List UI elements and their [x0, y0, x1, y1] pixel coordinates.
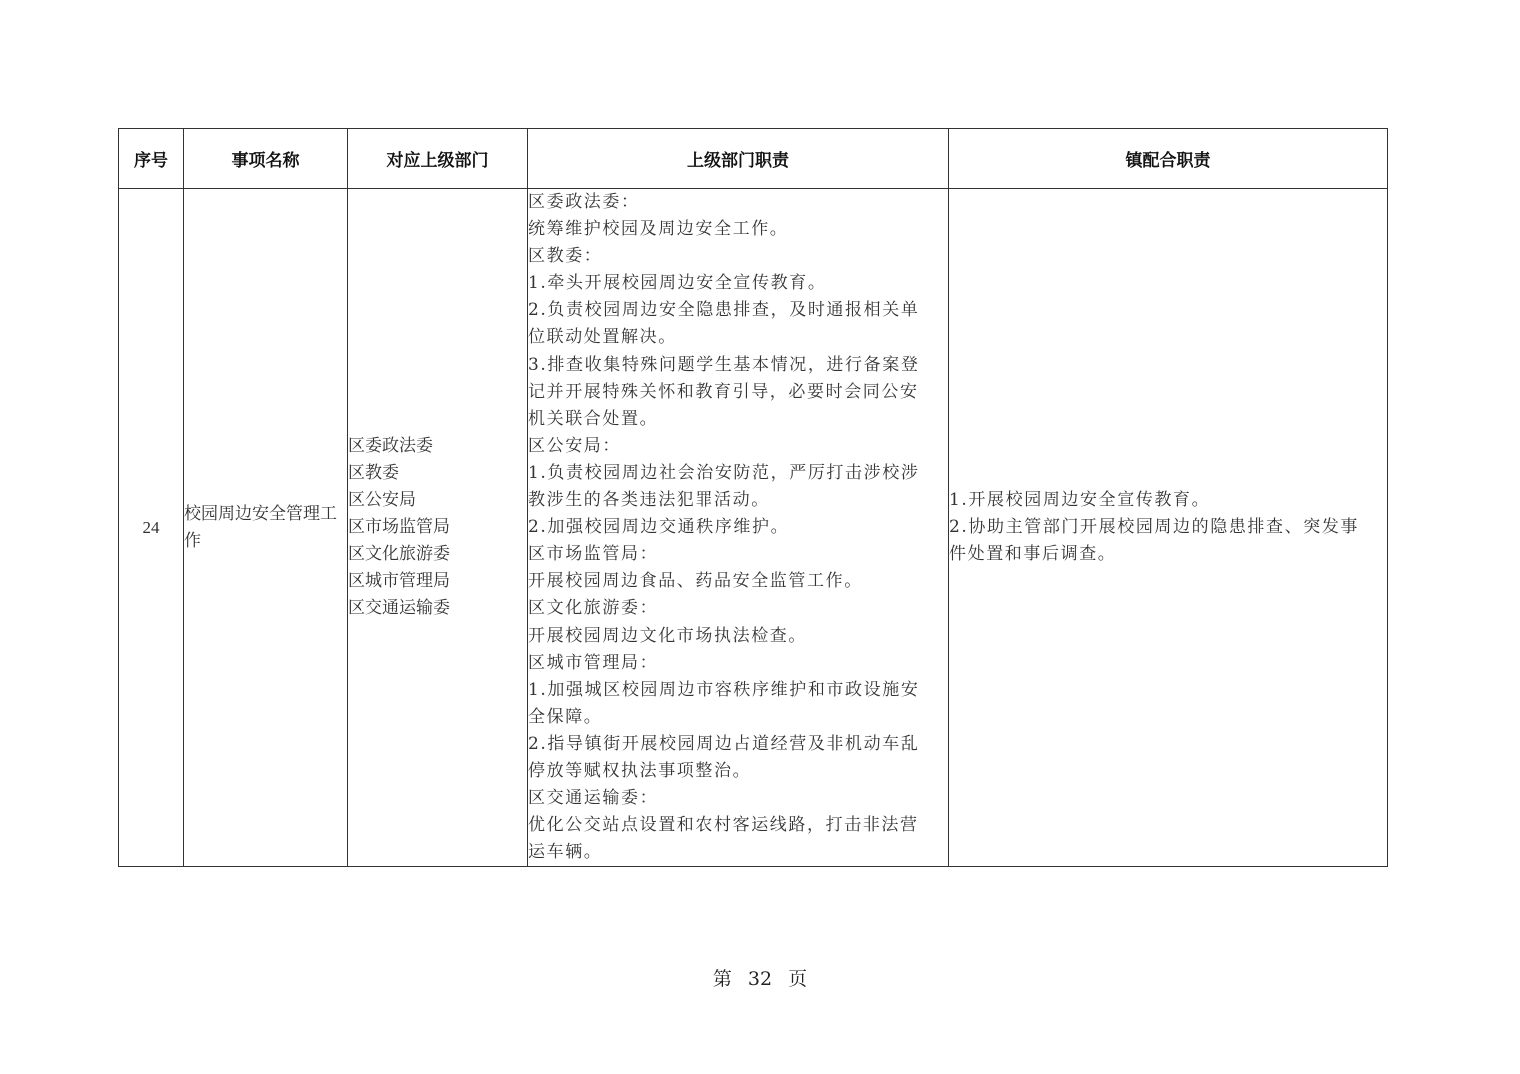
- dept-item: 区公安局: [348, 490, 416, 511]
- header-town-duty: 镇配合职责: [949, 129, 1388, 189]
- duty-line: 2.负责校园周边安全隐患排查，及时通报相关单: [528, 300, 920, 321]
- duty-line: 1.负责校园周边社会治安防范，严厉打击涉校涉: [528, 462, 920, 483]
- table-row: [119, 189, 1388, 867]
- duty-line: 区教委：: [528, 246, 603, 267]
- duty-line: 位联动处置解决。: [528, 327, 677, 348]
- dept-item: 区市场监管局: [348, 517, 450, 538]
- duty-line: 停放等赋权执法事项整治。: [528, 760, 752, 781]
- duty-line: 优化公交站点设置和农村客运线路，打击非法营: [528, 815, 919, 836]
- row-no: 24: [119, 189, 184, 867]
- header-item-name: 事项名称: [184, 129, 348, 189]
- page-prefix: 第: [712, 968, 732, 990]
- duty-line: 教涉生的各类违法犯罪活动。: [528, 490, 770, 511]
- header-superior-dept: 对应上级部门: [348, 129, 528, 189]
- duty-line: 区公安局：: [528, 435, 621, 456]
- duty-line: 机关联合处置。: [528, 408, 659, 429]
- duty-line: 统筹维护校园及周边安全工作。: [528, 219, 789, 240]
- header-no: 序号: [119, 129, 184, 189]
- town-duty-line: 件处置和事后调查。: [949, 544, 1117, 565]
- row-town-duty: [949, 189, 1388, 867]
- row-dept-list: [348, 189, 528, 867]
- dept-item: 区教委: [348, 463, 399, 484]
- dept-item: 区交通运输委: [348, 598, 450, 619]
- row-item-name: 校园周边安全管理工作: [184, 189, 348, 867]
- header-superior-duty: 上级部门职责: [528, 129, 949, 189]
- duty-line: 2.加强校园周边交通秩序维护。: [528, 517, 790, 538]
- duty-line: 区委政法委：: [528, 192, 640, 212]
- duty-line: 区文化旅游委：: [528, 598, 659, 619]
- dept-item: 区委政法委: [348, 436, 433, 457]
- town-duty-line: 1.开展校园周边安全宣传教育。: [949, 490, 1211, 511]
- duty-line: 2.指导镇街开展校园周边占道经营及非机动车乱: [528, 733, 920, 754]
- page-number: [0, 964, 1520, 991]
- responsibility-table: [118, 128, 1388, 867]
- row-superior-duty: [528, 189, 949, 867]
- dept-item: 区城市管理局: [348, 571, 450, 592]
- duty-line: 3.排查收集特殊问题学生基本情况，进行备案登: [528, 354, 920, 375]
- duty-line: 区交通运输委：: [528, 788, 659, 809]
- duty-line: 开展校园周边食品、药品安全监管工作。: [528, 571, 863, 592]
- duty-line: 运车辆。: [528, 842, 603, 863]
- dept-item: 区文化旅游委: [348, 544, 450, 565]
- duty-line: 区市场监管局：: [528, 544, 659, 565]
- duty-line: 区城市管理局：: [528, 652, 659, 673]
- town-duty-line: 2.协助主管部门开展校园周边的隐患排查、突发事: [949, 517, 1360, 538]
- page-suffix: 页: [788, 968, 808, 990]
- duty-line: 1.加强城区校园周边市容秩序维护和市政设施安: [528, 679, 920, 700]
- duty-line: 记并开展特殊关怀和教育引导，必要时会同公安: [528, 381, 919, 402]
- duty-line: 开展校园周边文化市场执法检查。: [528, 625, 807, 646]
- duty-line: 全保障。: [528, 706, 603, 727]
- page-value: 32: [747, 968, 773, 990]
- duty-line: 1.牵头开展校园周边安全宣传教育。: [528, 273, 827, 294]
- table-header-row: [119, 129, 1388, 189]
